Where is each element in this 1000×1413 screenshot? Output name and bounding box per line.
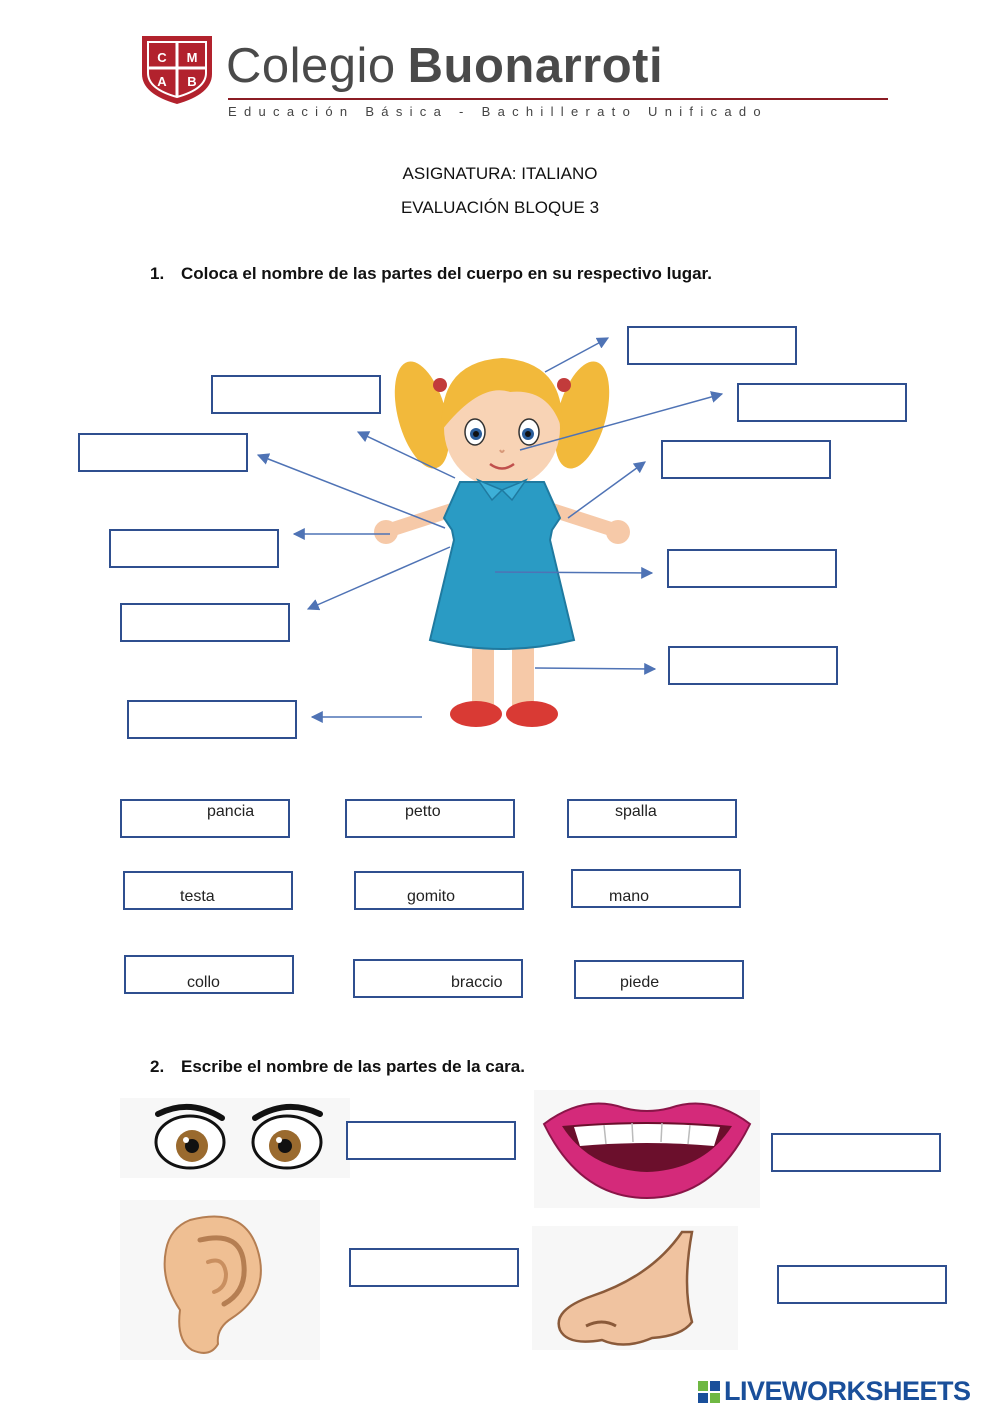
answer-box-ear[interactable] <box>349 1248 519 1287</box>
shield-letter: C <box>157 50 167 65</box>
question-text: Escribe el nombre de las partes de la cara. <box>181 1057 525 1076</box>
question-text: Coloca el nombre de las partes del cuerpo en su respectivo lugar. <box>181 264 712 283</box>
word-label: piede <box>620 974 660 991</box>
word-card-braccio[interactable] <box>353 959 523 998</box>
answer-box[interactable] <box>661 440 831 479</box>
answer-box[interactable] <box>109 529 279 568</box>
question-number: 2. <box>150 1057 165 1076</box>
word-card-piede[interactable] <box>574 960 744 999</box>
school-subtitle: Educación Básica - Bachillerato Unificado <box>228 104 768 119</box>
word-label: gomito <box>407 888 456 905</box>
answer-box[interactable] <box>667 549 837 588</box>
question-2 <box>150 1057 525 1077</box>
answer-box-mouth[interactable] <box>771 1133 941 1172</box>
ear-picture <box>120 1200 320 1360</box>
word-label: collo <box>187 974 220 991</box>
liveworksheets-brand[interactable]: LIVEWORKSHEETS <box>724 1376 971 1406</box>
shield-letter: B <box>187 74 197 89</box>
question-number: 1. <box>150 264 165 283</box>
subject-title: ASIGNATURA: ITALIANO <box>402 164 598 183</box>
answer-box[interactable] <box>127 700 297 739</box>
nose-picture <box>532 1226 738 1350</box>
word-label: spalla <box>615 803 657 820</box>
answer-box[interactable] <box>211 375 381 414</box>
word-card-collo[interactable] <box>124 955 294 994</box>
word-card-spalla[interactable] <box>567 799 737 838</box>
evaluation-title: EVALUACIÓN BLOQUE 3 <box>400 198 600 217</box>
word-card-pancia[interactable] <box>120 799 290 838</box>
word-label: testa <box>180 888 215 905</box>
school-name-light: Colegio <box>226 39 396 93</box>
word-card-gomito[interactable] <box>354 871 524 910</box>
answer-box[interactable] <box>668 646 838 685</box>
liveworksheets-logo-icon <box>698 1381 720 1403</box>
answer-box[interactable] <box>737 383 907 422</box>
mouth-picture <box>534 1090 760 1208</box>
shield-letter: M <box>186 50 198 65</box>
word-card-petto[interactable] <box>345 799 515 838</box>
answer-box[interactable] <box>78 433 248 472</box>
word-label: mano <box>609 888 650 905</box>
shield-letter: A <box>157 74 167 89</box>
word-label: braccio <box>451 974 503 991</box>
answer-box[interactable] <box>120 603 290 642</box>
word-label: pancia <box>207 803 255 820</box>
eyes-picture <box>120 1098 350 1178</box>
word-label: petto <box>405 803 441 820</box>
word-card-mano[interactable] <box>571 869 741 908</box>
school-name-bold: Buonarroti <box>407 39 664 93</box>
answer-box-nose[interactable] <box>777 1265 947 1304</box>
answer-box-eyes[interactable] <box>346 1121 516 1160</box>
answer-box[interactable] <box>627 326 797 365</box>
word-card-testa[interactable] <box>123 871 293 910</box>
